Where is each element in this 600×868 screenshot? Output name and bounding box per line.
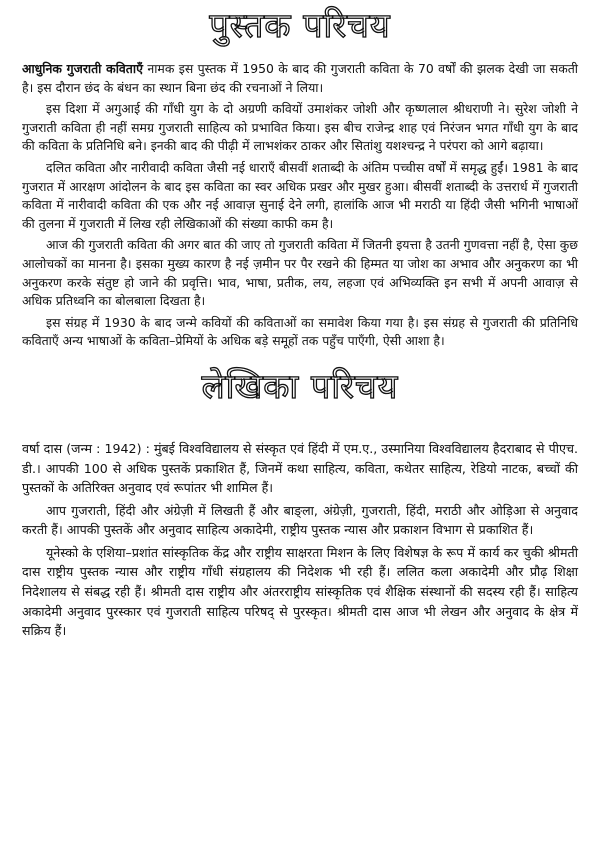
book-intro-text: नामक इस पुस्तक में 1950 के बाद की गुजराती कविता के 70 वर्षों की झलक देखी जा सकती है। इस दौरान छंद के बंधन का स्थान बिना छंद की रचनाओं ने लिया।: [22, 61, 578, 95]
author-intro-paragraph-1: वर्षा दास (जन्म : 1942) : मुंबई विश्वविद्यालय से संस्कृत एवं हिंदी में एम.ए., उस्मानिया विश्वविद्यालय हैदराबाद से पीएच. डी.। आपकी 100 से अधिक पुस्तकें प्रकाशित हैं, जिनमें कथा साहित्य, कविता, कथेतर साहित्य, रेडियो नाटक, बच्चों की पुस्तकों के अतिरिक्त अनुवाद एवं रूपांतर भी शामिल हैं।: [22, 440, 578, 496]
book-title-bold: आधुनिक गुजराती कविताएँ: [22, 61, 143, 76]
book-intro-paragraph-4: आज की गुजराती कविता की अगर बात की जाए तो गुजराती कविता में जितनी इयत्ता है उतनी गुणवत्ता नहीं है, ऐसा कुछ आलोचकों का मानना है। इसका मुख्य कारण है नई ज़मीन पर पैर रखने की हिम्मत या जोश का अभाव और अनुकरण का भी अनुकरण करके संतुष्ट हो जाने की प्रवृत्ति। भाव, भाषा, प्रतीक, लय, लहजा एवं अभिव्यक्ति इन सभी में अपनी आवाज़ से अधिक प्रतिध्वनि का बोलबाला दिखता है।: [22, 237, 578, 309]
book-intro-paragraph-3: दलित कविता और नारीवादी कविता जैसी नई धाराएँ बीसवीं शताब्दी के अंतिम पच्चीस वर्षों में समृद्ध हुईं। 1981 के बाद गुजरात में आरक्षण आंदोलन के बाद इस कविता का स्वर अधिक प्रखर और मुखर हुआ। बीसवीं शताब्दी के उत्तरार्ध में गुजराती कविता में नारीवादी कविता की एक और नई आवाज़ सुनाई देने लगी, हालांकि आज भी मराठी या हिंदी जैसी भगिनी भाषाओं की तुलना में गुजराती में लिख रही लेखिकाओं की संख्या काफी कम है।: [22, 159, 578, 231]
author-intro-paragraph-3: यूनेस्को के एशिया–प्रशांत सांस्कृतिक केंद्र और राष्ट्रीय साक्षरता मिशन के लिए विशेषज्ञ के रूप में कार्य कर चुकी श्रीमती दास राष्ट्रीय पुस्तक न्यास और राष्ट्रीय गाँधी संग्रहालय की निदेशक भी रही हैं। ललित कला अकादेमी और प्रौढ़ शिक्षा निदेशालय से संबद्ध रही हैं। श्रीमती दास राष्ट्रीय और अंतरराष्ट्रीय सांस्कृतिक एवं शैक्षिक संस्थानों की सदस्य रही हैं। साहित्य अकादेमी अनुवाद पुरस्कार एवं गुजराती साहित्य परिषद् से पुरस्कृत। श्रीमती दास आज भी लेखन और अनुवाद के क्षेत्र में सक्रिय हैं।: [22, 544, 578, 639]
book-intro-paragraph-5: इस संग्रह में 1930 के बाद जन्मे कवियों की कविताओं का समावेश किया गया है। इस संग्रह से गुजराती की प्रतिनिधि कविताएँ अन्य भाषाओं के कविता–प्रेमियों के अधिक बड़े समूहों तक पहुँच पाएँगी, ऐसी आशा है।: [22, 314, 578, 349]
book-intro-paragraph-1: [22, 60, 578, 97]
book-intro-heading: पुस्तक परिचय: [209, 6, 391, 46]
book-intro-paragraph-2: इस दिशा में अगुआई की गाँधी युग के दो अग्रणी कवियों उमाशंकर जोशी और कृष्णलाल श्रीधराणी ने। सुरेश जोशी ने गुजराती कविता ही नहीं समग्र गुजराती साहित्य को प्रभावित किया। इस बीच राजेन्द्र शाह एवं निरंजन भगत गाँधी युग के बाद की कविता के प्रतिनिधि बने। इनकी बाद की पीढ़ी में लाभशंकर ठाकर और सितांशु यशश्चन्द्र ने परंपरा को आगे बढ़ाया।: [22, 101, 578, 154]
book-intro-section: [22, 60, 578, 351]
document-page: [0, 6, 600, 868]
author-intro-section: [22, 439, 578, 641]
author-intro-paragraph-2: आप गुजराती, हिंदी और अंग्रेज़ी में लिखती हैं और बाङ्ला, अंग्रेज़ी, गुजराती, हिंदी, मराठी और ओड़िआ से अनुवाद करती हैं। आपकी पुस्तकें और अनुवाद साहित्य अकादेमी, राष्ट्रीय पुस्तक न्यास और प्रकाशन विभाग से प्रकाशित हैं।: [22, 502, 578, 538]
author-intro-heading: लेखिका परिचय: [201, 366, 399, 407]
